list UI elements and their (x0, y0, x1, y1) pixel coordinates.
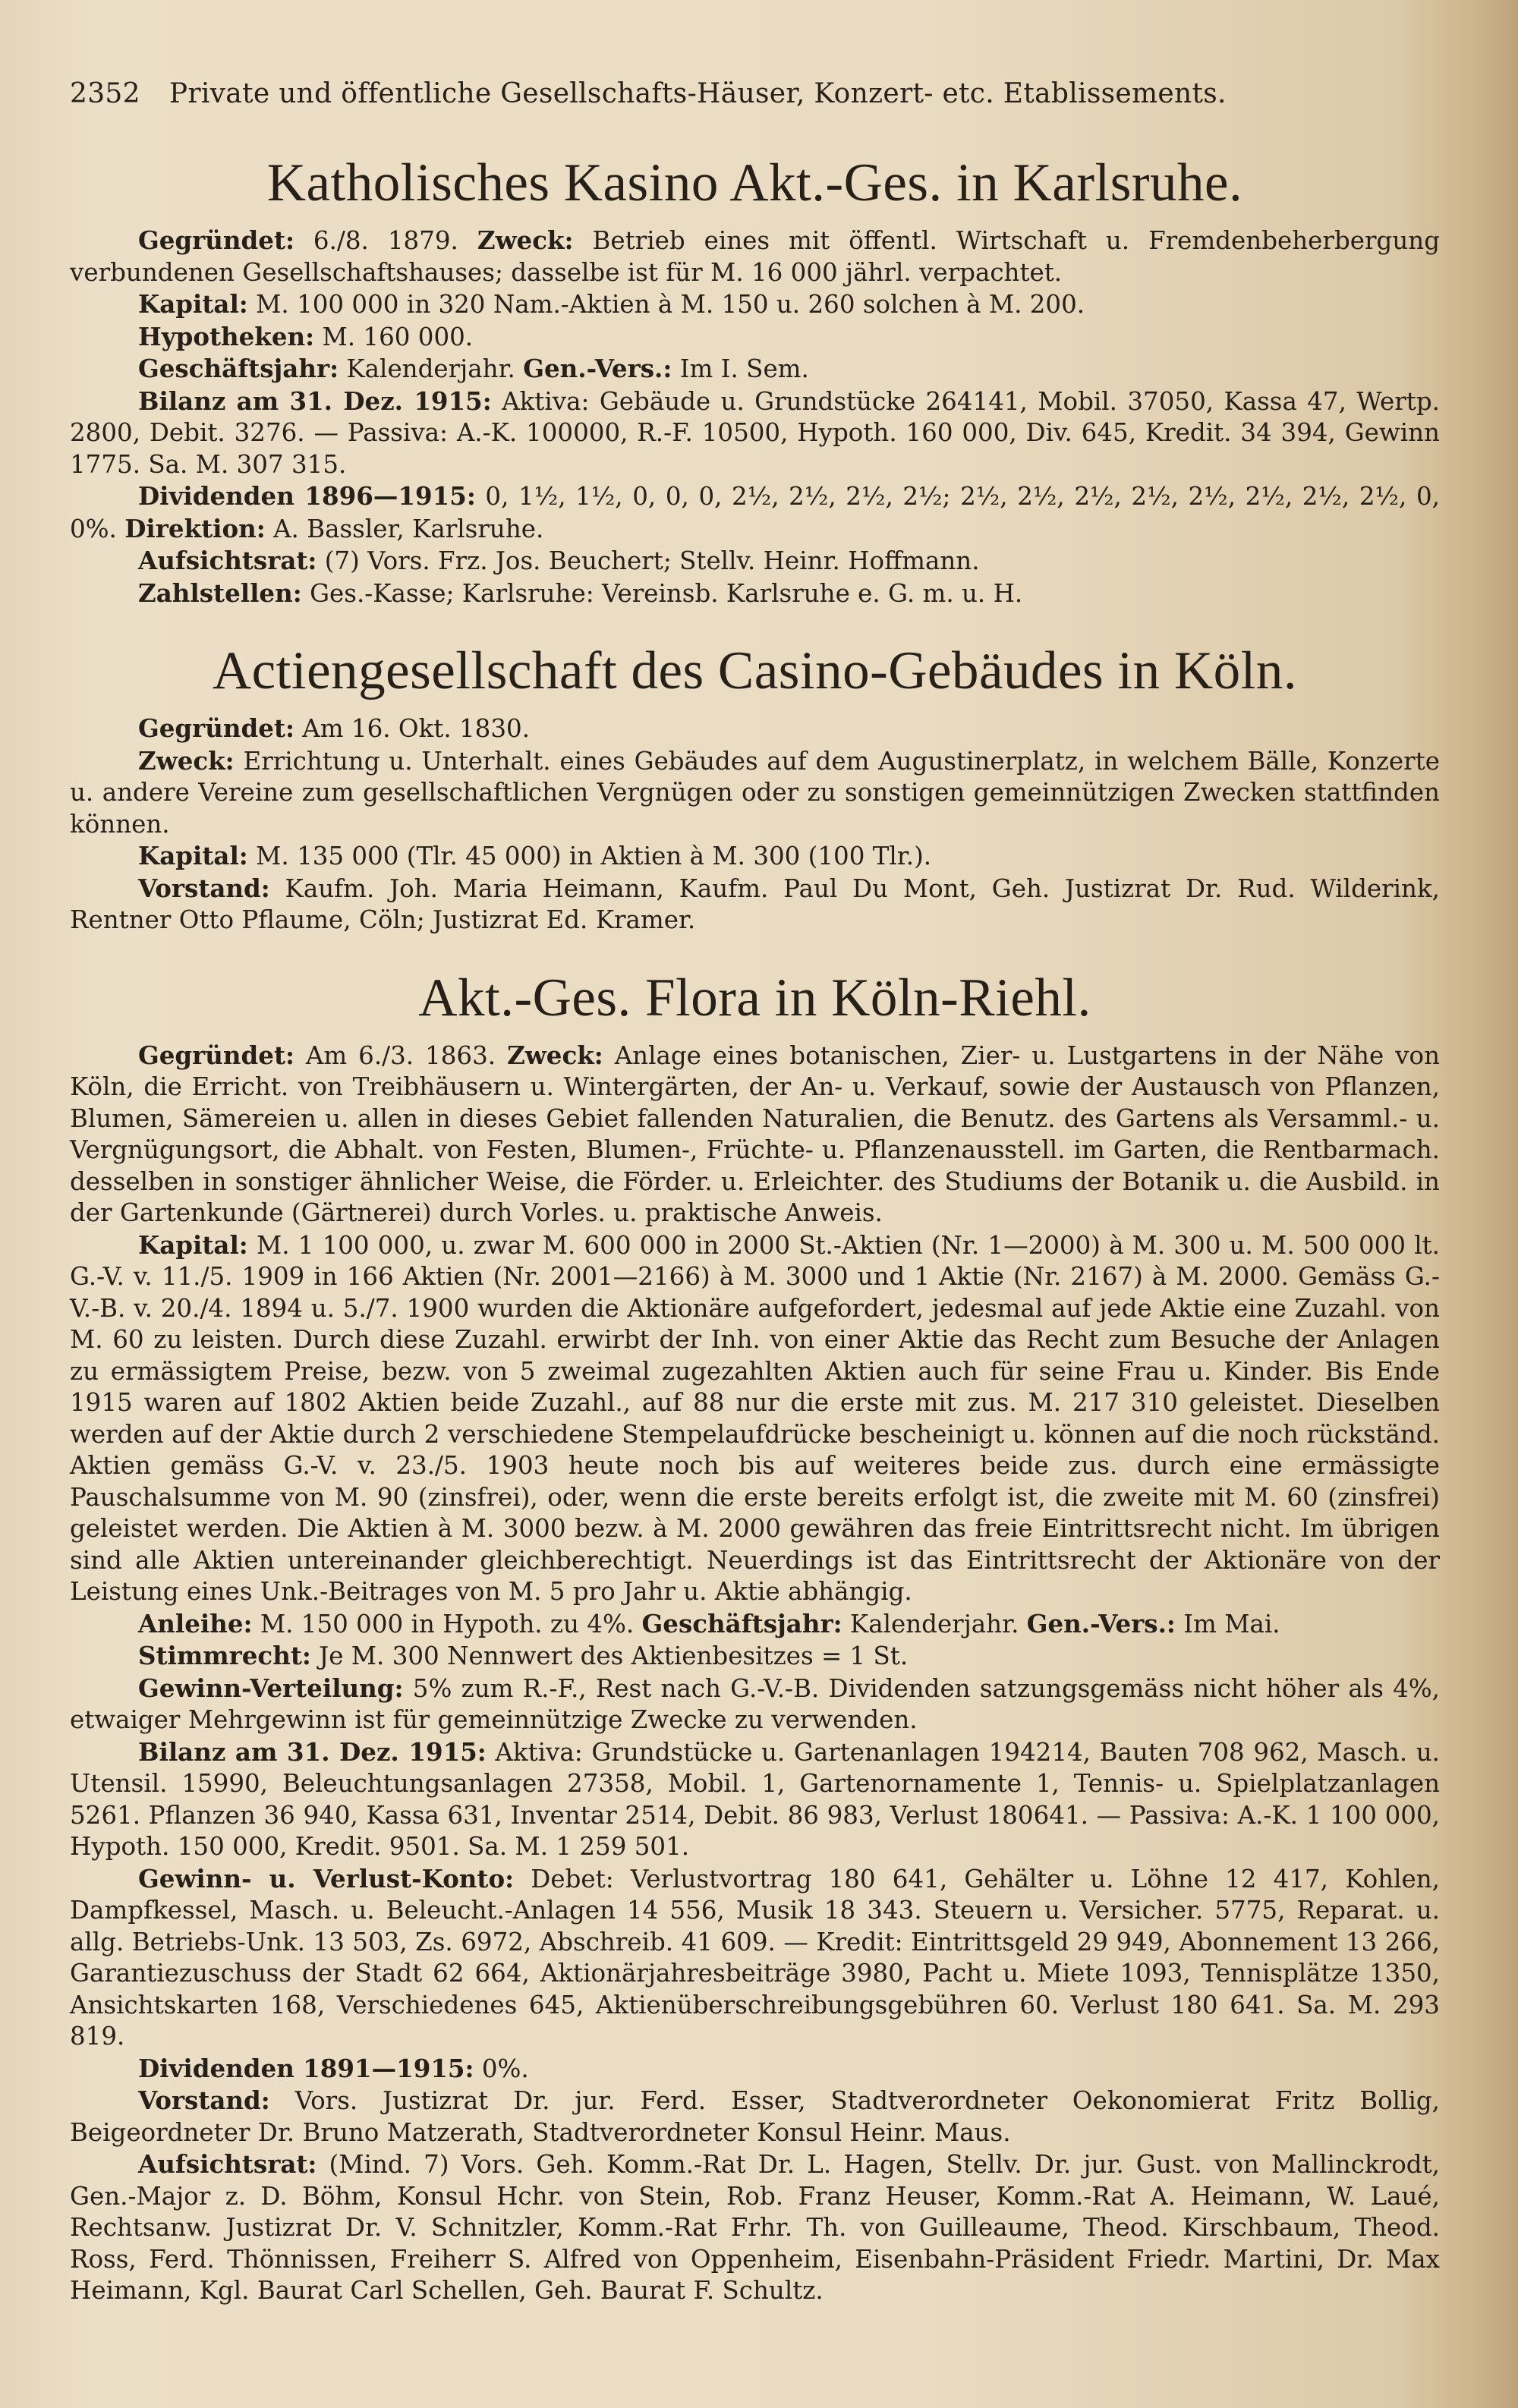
entry-profit-loss: Gewinn- u. Verlust-Konto: Debet: Verlustvortrag 180 641, Gehälter u. Löhne 12 417, Kohlen, Dampfkessel, Masch. u. Beleucht.-Anlagen 14 556, Musik 18 343. Steuern u. Versicher. 5775, Reparat. u. allg. Betriebs-Unk. 13 503, Zs. 6972, Abschreib. 41 609. — Kredit: Eintrittsgeld 29 949, Abonnement 13 266, Garantiezuschuss der Stadt 62 664, Aktionärjahresbeiträge 3980, Pacht u. Miete 1093, Tennisplätze 1350, Ansichtskarten 168, Verschiedenes 645, Aktienüberschreibungsgebühren 60. Verlust 180 641. Sa. M. 293 819. (70, 1863, 1440, 2051)
entry-balance: Bilanz am 31. Dez. 1915: Aktiva: Grundstücke u. Gartenanlagen 194214, Bauten 708 962, Masch. u. Utensil. 15990, Beleuchtungsanlagen 27358, Mobil. 1, Gartenornamente 1, Tennis- u. Spielplatzanlagen 5261. Pflanzen 36 940, Kassa 631, Inventar 2514, Debit. 86 983, Verlust 180641. — Passiva: A.-K. 1 100 000, Hypoth. 150 000, Kredit. 9501. Sa. M. 1 259 501. (70, 1736, 1440, 1861)
entry-loan: Anleihe: M. 150 000 in Hypoth. zu 4%. Geschäftsjahr: Kalenderjahr. Gen.-Vers.: Im Mai. (138, 1608, 1280, 1638)
entry-title: Akt.-Ges. Flora in Köln-Riehl. (418, 968, 1091, 1028)
entry-dividends: Dividenden 1896—1915: 0, 1½, 1½, 0, 0, 0, 2½, 2½, 2½, 2½; 2½, 2½, 2½, 2½, 2½, 2½, 2½, 2½, 0, 0%. Direktion: A. Bassler, Karlsruhe. (70, 481, 1440, 543)
entry-supervisory-board: Aufsichtsrat: (Mind. 7) Vors. Geh. Komm.-Rat Dr. L. Hagen, Stellv. Dr. jur. Gust. von Mallinckrodt, Gen.-Major z. D. Böhm, Konsul Hchr. von Stein, Rob. Franz Heuser, Komm.-Rat A. Heimann, W. Laué, Rechtsanw. Justizrat Dr. V. Schnitzler, Komm.-Rat Frhr. Th. von Guilleaume, Theod. Kirschbaum, Theod. Ross, Ferd. Thönnissen, Freiherr S. Alfred von Oppenheim, Eisenbahn-Präsident Friedr. Martini, Dr. Max Heimann, Kgl. Baurat Carl Schellen, Geh. Baurat F. Schultz. (70, 2149, 1440, 2305)
entry-fiscal-year: Geschäftsjahr: Kalenderjahr. Gen.-Vers.: Im I. Sem. (138, 354, 809, 383)
running-title: Private und öffentliche Gesellschafts-Häuser, Konzert- etc. Etablissements. (168, 78, 1227, 109)
entry-board: Vorstand: Kaufm. Joh. Maria Heimann, Kaufm. Paul Du Mont, Geh. Justizrat Dr. Rud. Wilderink, Rentner Otto Pflaume, Cöln; Justizrat Ed. Kramer. (70, 873, 1440, 934)
page-number: 2352 (70, 78, 140, 109)
entry-mortgages: Hypotheken: M. 160 000. (138, 321, 474, 351)
running-header (70, 78, 1436, 109)
entry-title: Actiengesellschaft des Casino-Gebäudes in Köln. (212, 641, 1298, 700)
entry-board: Vorstand: Vors. Justizrat Dr. jur. Ferd. Esser, Stadtverordneter Oekonomierat Fritz Bollig, Beigeordneter Dr. Bruno Matzerath, Stadtverordneter Konsul Heinr. Maus. (70, 2085, 1440, 2147)
entry-balance: Bilanz am 31. Dez. 1915: Aktiva: Gebäude u. Grundstücke 264141, Mobil. 37050, Kassa 47, Wertp. 2800, Debit. 3276. — Passiva: A.-K. 100000, R.-F. 10500, Hypoth. 160 000, Div. 645, Kredit. 34 394, Gewinn 1775. Sa. M. 307 315. (70, 386, 1440, 479)
company-entry-karlsruhe (70, 150, 1440, 609)
entry-paying-agents: Zahlstellen: Ges.-Kasse; Karlsruhe: Vereinsb. Karlsruhe e. G. m. u. H. (138, 578, 1023, 608)
entry-founded-purpose: Gegründet: 6./8. 1879. Zweck: Betrieb eines mit öffentl. Wirtschaft u. Fremdenbeherbergung verbundenen Gesellschaftshauses; dasselbe ist für M. 16 000 jährl. verpachtet. (70, 225, 1440, 287)
entry-capital: Kapital: M. 100 000 in 320 Nam.-Aktien à M. 150 u. 260 solchen à M. 200. (138, 289, 1085, 319)
entry-founded-purpose: Gegründet: Am 6./3. 1863. Zweck: Anlage eines botanischen, Zier- u. Lustgartens in der Nähe von Köln, die Erricht. von Treibhäusern u. Wintergärten, der An- u. Verkauf, sowie der Austausch von Pflanzen, Blumen, Sämereien u. allen in dieses Gebiet fallenden Naturalien, die Benutz. des Gartens als Versamml.- u. Vergnügungsort, die Abhalt. von Festen, Blumen-, Früchte- u. Pflanzenausstell. im Garten, die Rentbarmach. desselben in sonstiger ähnlicher Weise, die Förder. u. Erleichter. des Studiums der Botanik u. die Ausbild. in der Gartenkunde (Gärtnerei) durch Vorles. u. praktische Anweis. (70, 1040, 1440, 1227)
page-content (70, 150, 1440, 2336)
entry-profit-distribution: Gewinn-Verteilung: 5% zum R.-F., Rest nach G.-V.-B. Dividenden satzungsgemäss nicht höher als 4%, etwaiger Mehrgewinn ist für gemeinnützige Zwecke zu verwenden. (70, 1673, 1440, 1734)
entry-supervisory-board: Aufsichtsrat: (7) Vors. Frz. Jos. Beuchert; Stellv. Heinr. Hoffmann. (138, 546, 980, 575)
entry-capital: Kapital: M. 135 000 (Tlr. 45 000) in Aktien à M. 300 (100 Tlr.). (138, 841, 932, 870)
entry-voting-right: Stimmrecht: Je M. 300 Nennwert des Aktienbesitzes = 1 St. (138, 1641, 909, 1670)
entry-capital: Kapital: M. 1 100 000, u. zwar M. 600 000 in 2000 St.-Aktien (Nr. 1—2000) à M. 300 u. M. 500 000 lt. G.-V. v. 11./5. 1909 in 166 Aktien (Nr. 2001—2166) à M. 3000 und 1 Aktie (Nr. 2167) à M. 2000. Gemäss G.-V.-B. v. 20./4. 1894 u. 5./7. 1900 wurden die Aktionäre aufgefordert, jedesmal auf jede Aktie eine Zuzahl. von M. 60 zu leisten. Durch diese Zuzahl. erwirbt der Inh. von einer Aktie das Recht zum Besuche der Anlagen zu ermässigtem Preise, bezw. von 5 zweimal zugezahlten Aktien auch für seine Frau u. Kinder. Bis Ende 1915 waren auf 1802 Aktien beide Zuzahl., auf 88 nur die erste mit zus. M. 217 310 geleistet. Dieselben werden auf der Aktie durch 2 verschiedene Stempelaufdrücke bescheinigt u. können auf die noch rückständ. Aktien gemäss G.-V. v. 23./5. 1903 heute noch bis auf weiteres beide zus. durch eine ermässigte Pauschalsumme von M. 90 (zinsfrei), oder, wenn die erste bereits erfolgt ist, die zweite mit M. 60 (zinsfrei) geleistet werden. Die Aktien à M. 3000 bezw. à M. 2000 gewähren das freie Eintrittsrecht nicht. Im übrigen sind alle Aktien untereinander gleichberechtigt. Neuerdings ist das Eintrittsrecht der Aktionäre von der Leistung eines Unk.-Beitrages von M. 5 pro Jahr u. Aktie abhängig. (70, 1229, 1440, 1606)
company-entry-flora (70, 965, 1440, 2307)
entry-purpose: Zweck: Errichtung u. Unterhalt. eines Gebäudes auf dem Augustinerplatz, in welchem Bälle, Konzerte u. andere Vereine zum gesellschaftlichen Vergnügen oder zu sonstigen gemeinnützigen Zwecken stattfinden können. (70, 745, 1440, 839)
company-entry-casino-koeln (70, 638, 1440, 936)
entry-title: Katholisches Kasino Akt.-Ges. in Karlsruhe. (266, 153, 1243, 212)
entry-dividends: Dividenden 1891—1915: 0%. (138, 2053, 529, 2083)
entry-founded: Gegründet: Am 16. Okt. 1830. (138, 713, 531, 743)
